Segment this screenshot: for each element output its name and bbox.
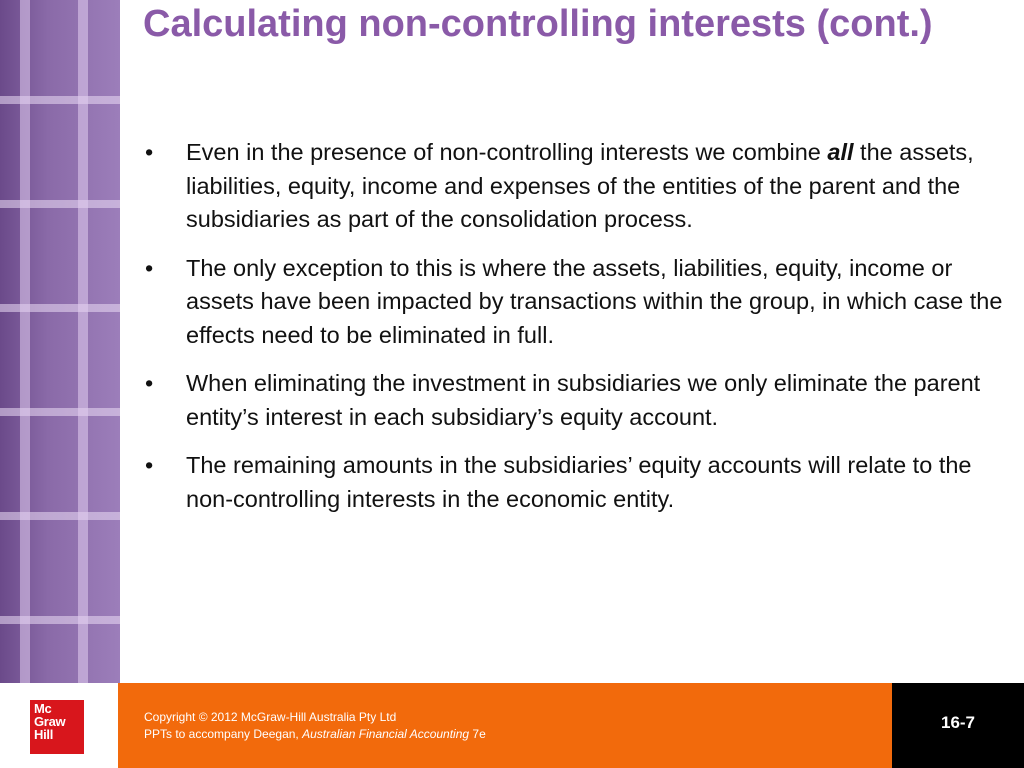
bullet-dot: •	[145, 452, 154, 478]
emphasis-text: all	[827, 139, 854, 165]
bullet-text: When eliminating the investment in subsidiaries we only eliminate the parent entity’s interest in each subsidiary’s equity account.	[186, 370, 981, 430]
grid-bar	[78, 0, 88, 683]
bullet-item	[143, 252, 1003, 353]
bullet-dot: •	[145, 370, 154, 396]
slide-title: Calculating non-controlling interests (cont.)	[143, 3, 933, 45]
mcgraw-hill-logo: Mc Graw Hill	[30, 700, 84, 754]
bullet-dot: •	[145, 139, 154, 165]
slide-footer	[0, 683, 1024, 768]
bullet-item	[143, 367, 1003, 434]
bullet-text: The only exception to this is where the assets, liabilities, equity, income or assets have been impacted by transactions within the group, in which case the effects need to be eliminated in full.	[186, 254, 1003, 348]
bullet-item	[143, 449, 1003, 516]
slide-number-box	[892, 683, 1024, 768]
copyright-text: Copyright © 2012 McGraw-Hill Australia Pty Ltd PPTs to accompany Deegan, Australian Financial Accounting 7e	[144, 710, 486, 741]
bullet-text: Even in the presence of non-controlling interests we combine all the assets, liabilities, equity, income and expenses of the entities of the parent and the subsidiaries as part of the consolidation process.	[186, 139, 974, 232]
grid-bar	[20, 0, 30, 683]
bullet-item	[143, 136, 1003, 237]
footer-logo-area	[0, 683, 118, 768]
footer-bar	[118, 683, 892, 768]
bullet-dot: •	[145, 254, 154, 281]
slide-body	[143, 136, 1003, 531]
bullet-text: The remaining amounts in the subsidiaries’ equity accounts will relate to the non-controlling interests in the economic entity.	[186, 452, 972, 512]
slide-number: 16-7	[940, 713, 976, 732]
decorative-side-image	[0, 0, 120, 683]
